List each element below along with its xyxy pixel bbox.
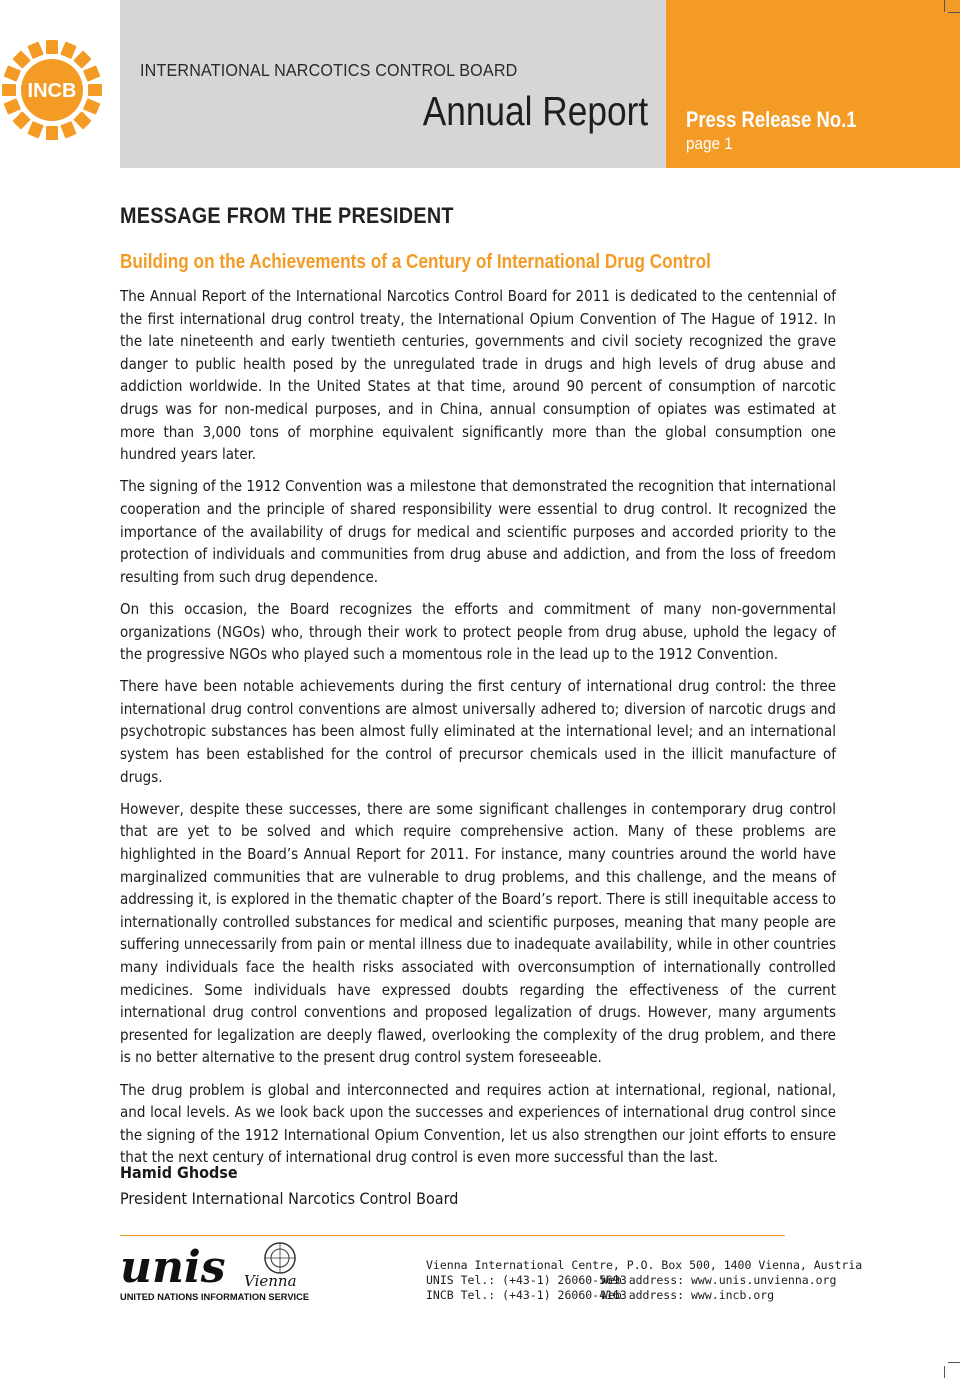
crop-mark [944,0,945,12]
section-heading: MESSAGE FROM THE PRESIDENT [120,203,454,228]
footer-address-line: Vienna International Centre, P.O. Box 500, 1400 Vienna, Austria [426,1258,863,1272]
incb-logo-icon [0,38,104,142]
paragraph: The drug problem is global and interconnected and requires action at international, regional, national, and local levels. As we look back upon the successes and experiences of international drug control since the signing of the 1912 International Opium Convention, let us also strengthen our joint efforts to ensure that the next century of international drug control is even more successful than the last. [120,1080,836,1167]
svg-text:Vienna: Vienna [244,1272,297,1290]
crop-mark [948,12,960,13]
paragraph: The signing of the 1912 Convention was a milestone that demonstrated the recognition that international cooperation and the principle of shared responsibility were essential to drug control. It recognized the importance of the availability of drugs for medical and scientific purposes and accorded priority to the protection of individuals and communities from drug abuse and addiction, and from the loss of freedom resulting from such drug dependence. [120,477,836,586]
crop-mark [944,1366,945,1378]
body-text [120,285,836,1179]
paragraph: However, despite these successes, there are some significant challenges in contemporary drug control that are yet to be solved and which require comprehensive action. Many of these problems are highlighted in the Board’s Annual Report for 2011. For instance, many countries around the world have marginalized communities that are vulnerable to drug problems, and this challenge, and the means of addressing it, is explored in the thematic chapter of the Board’s report. There is still inequitable access to internationally controlled substances for medical and scientific purposes, meaning that many people are suffering unnecessarily from pain or mental illness due to inadequate availability, while in other countries many individuals face the health risks associated with overconsumption of internationally controlled medicines. Some individuals have expressed doubts regarding the effectiveness of the current international drug control conventions and proposed legalization of drugs. However, many arguments presented for legalization are deeply flawed, overlooking the complexity of the drug problem, and there is no better alternative to the present drug control system foreseeable. [120,799,836,1067]
footer-divider [120,1235,785,1236]
paragraph: The Annual Report of the International Narcotics Control Board for 2011 is dedicated to the centennial of the first international drug control treaty, the International Opium Convention of The Hague of 1912. In the late nineteenth and early twentieth centuries, governments and civil society recognized the grave danger to public health posed by the unregulated trade in drugs and high levels of drug abuse and addiction worldwide. In the United States at that time, around 90 percent of consumption of narcotic drugs was for non-medical purposes, and in China, annual consumption of opiates was estimated at more than 3,000 tons of morphine equivalent significantly more than the global consumption one hundred years later. [120,287,836,464]
unis-web-link[interactable]: Web address: www.unis.unvienna.org [601,1273,837,1287]
report-title: Annual Report [422,88,648,134]
incb-web-link[interactable]: Web address: www.incb.org [601,1288,775,1302]
crop-mark [948,1362,960,1363]
header-grey-band [120,0,666,168]
signatory-title: President International Narcotics Control Board [120,1189,459,1208]
unis-logo-icon [118,1238,318,1304]
org-name: INTERNATIONAL NARCOTICS CONTROL BOARD [140,60,518,80]
paragraph: There have been notable achievements during the first century of international drug control: the three international drug control conventions are almost universally adhered to; diversion of narcotic drugs and psychotropic substances has been almost fully eliminated at the international level; and an international system has been established for the control of precursor chemicals used in the illicit manufacture of drugs. [120,677,836,786]
section-subheading: Building on the Achievements of a Century of International Drug Control [120,251,711,273]
page-number: page 1 [686,134,733,153]
unis-phone: UNIS Tel.: (+43-1) 26060-5693 [426,1273,627,1287]
un-emblem-icon [265,1243,295,1273]
signatory-name: Hamid Ghodse [120,1163,238,1182]
paragraph: On this occasion, the Board recognizes the efforts and commitment of many non-governmental organizations (NGOs) who, through their work to protect people from drug abuse, uphold the legacy of the progressive NGOs who played such a momentous role in the lead up to the 1912 Convention. [120,599,836,664]
footer-contact [426,1258,862,1303]
press-release-number: Press Release No.1 [686,107,857,132]
svg-text:INCB: INCB [27,80,77,102]
svg-text:UNITED NATIONS INFORMATION SER: UNITED NATIONS INFORMATION SERVICE [120,1292,310,1302]
incb-phone: INCB Tel.: (+43-1) 26060-4163 [426,1288,627,1302]
svg-text:unis: unis [120,1242,226,1293]
signature-block [120,1160,458,1212]
